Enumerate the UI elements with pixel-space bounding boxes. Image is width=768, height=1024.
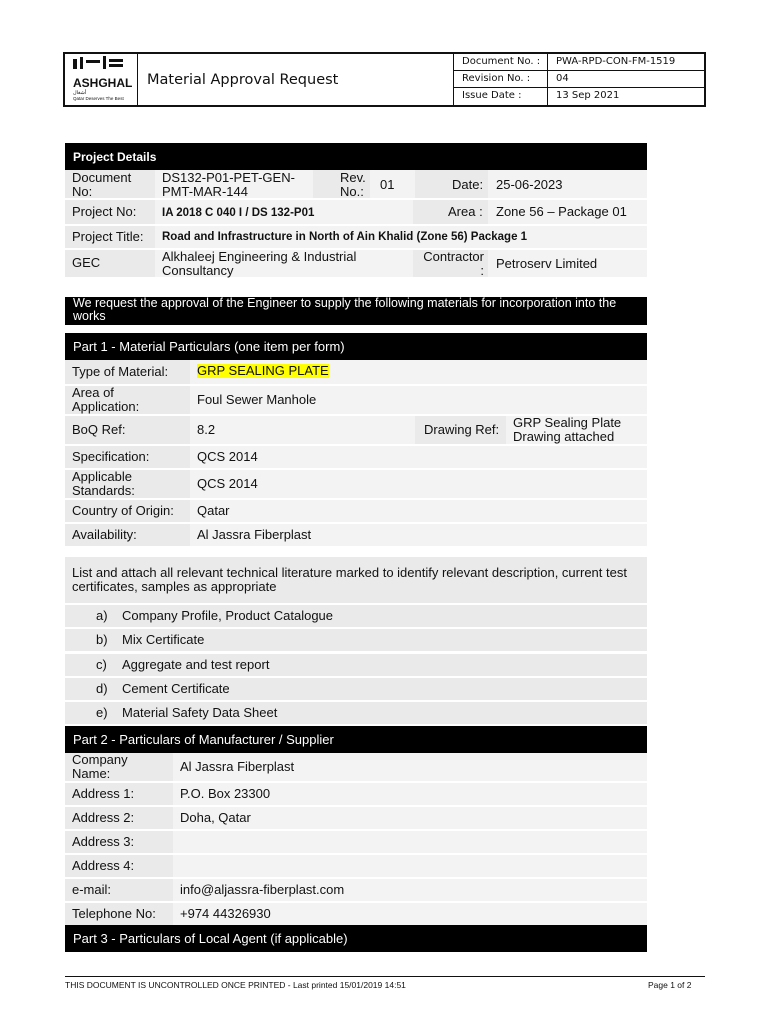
drawing-ref-value: GRP Sealing Plate Drawing attached [513, 415, 622, 444]
svg-text:Qatar Deserves The Best: Qatar Deserves The Best [73, 96, 124, 101]
literature-item-text: Cement Certificate [122, 681, 230, 696]
document-no-label: Document No: [72, 170, 132, 199]
svg-text:أشغال: أشغال [73, 90, 87, 96]
availability-value: Al Jassra Fiberplast [197, 527, 312, 542]
literature-item-text: Mix Certificate [122, 632, 205, 647]
email-value: info@aljassra-fiberplast.com [180, 882, 345, 897]
country-of-origin-label: Country of Origin: [72, 503, 174, 518]
date-label: Date: [452, 177, 484, 192]
area-of-application-value: Foul Sewer Manhole [197, 392, 317, 407]
literature-item-text: Aggregate and test report [122, 657, 270, 672]
project-details-heading: Project Details [65, 143, 647, 170]
literature-item-letter: d) [96, 681, 108, 696]
page-number: Page 1 of 2 [648, 980, 692, 990]
boq-ref-label: BoQ Ref: [72, 422, 126, 437]
ashghal-logo [65, 54, 138, 105]
issue-date-label: Issue Date : [462, 90, 522, 101]
revision-value: 04 [556, 73, 569, 84]
address1-label: Address 1: [72, 786, 135, 801]
revision-label: Revision No. : [462, 73, 531, 84]
type-of-material-value: GRP SEALING PLATE [197, 363, 329, 378]
boq-ref-value: 8.2 [197, 422, 216, 437]
literature-item-letter: e) [96, 705, 108, 720]
project-title-label: Project Title: [72, 229, 144, 244]
svg-text:ASHGHAL: ASHGHAL [73, 76, 133, 90]
doc-no-value: PWA-RPD-CON-FM-1519 [556, 56, 676, 67]
applicable-standards-label: Applicable Standards: [72, 469, 135, 498]
footer-rule [65, 976, 705, 977]
rev-no-label: Rev. No.: [340, 170, 366, 199]
project-no-value: IA 2018 C 040 I / DS 132-P01 [162, 207, 315, 219]
document-no-value: DS132-P01-PET-GEN-PMT-MAR-144 [162, 170, 295, 199]
literature-instructions: List and attach all relevant technical literature marked to identify relevant description, current test certificates, samples as appropriate [72, 565, 627, 594]
area-label: Area : [448, 204, 483, 219]
request-statement: We request the approval of the Engineer to supply the following materials for incorporation into the works [65, 297, 647, 325]
address2-label: Address 2: [72, 810, 135, 825]
type-of-material-label: Type of Material: [72, 364, 169, 379]
part2-heading: Part 2 - Particulars of Manufacturer / Supplier [65, 726, 647, 753]
part3-heading: Part 3 - Particulars of Local Agent (if applicable) [65, 925, 647, 952]
issue-date-value: 13 Sep 2021 [556, 90, 620, 101]
part1-heading: Part 1 - Material Particulars (one item per form) [65, 333, 647, 360]
address2-value: Doha, Qatar [180, 810, 251, 825]
rev-no-value: 01 [380, 177, 395, 192]
footer-disclaimer: THIS DOCUMENT IS UNCONTROLLED ONCE PRINTED - Last printed 15/01/2019 14:51 [65, 980, 406, 990]
literature-item-text: Material Safety Data Sheet [122, 705, 278, 720]
telephone-label: Telephone No: [72, 906, 156, 921]
specification-value: QCS 2014 [197, 449, 258, 464]
doc-no-label: Document No. : [462, 56, 541, 67]
telephone-value: +974 44326930 [180, 906, 271, 921]
drawing-ref-label: Drawing Ref: [424, 422, 500, 437]
form-title: Material Approval Request [147, 72, 339, 88]
literature-item-letter: a) [96, 608, 108, 623]
country-of-origin-value: Qatar [197, 503, 230, 518]
contractor-label: Contractor : [423, 249, 484, 278]
gec-label: GEC [72, 255, 101, 270]
company-name-value: Al Jassra Fiberplast [180, 759, 295, 774]
date-value: 25-06-2023 [496, 177, 563, 192]
area-value: Zone 56 – Package 01 [496, 204, 627, 219]
applicable-standards-value: QCS 2014 [197, 476, 258, 491]
literature-item-letter: b) [96, 632, 108, 647]
area-of-application-label: Area of Application: [72, 385, 140, 414]
project-no-label: Project No: [72, 204, 137, 219]
gec-value: Alkhaleej Engineering & Industrial Consultancy [162, 249, 357, 278]
company-name-label: Company Name: [72, 752, 128, 781]
email-label: e-mail: [72, 882, 112, 897]
project-title-value: Road and Infrastructure in North of Ain Khalid (Zone 56) Package 1 [162, 231, 528, 243]
contractor-value: Petroserv Limited [496, 256, 598, 271]
address4-label: Address 4: [72, 858, 135, 873]
document-meta-table [453, 54, 705, 105]
address1-value: P.O. Box 23300 [180, 786, 271, 801]
document-header [63, 52, 706, 107]
address3-label: Address 3: [72, 834, 135, 849]
specification-label: Specification: [72, 449, 150, 464]
literature-item-letter: c) [96, 657, 107, 672]
literature-item-text: Company Profile, Product Catalogue [122, 608, 334, 623]
availability-label: Availability: [72, 527, 137, 542]
